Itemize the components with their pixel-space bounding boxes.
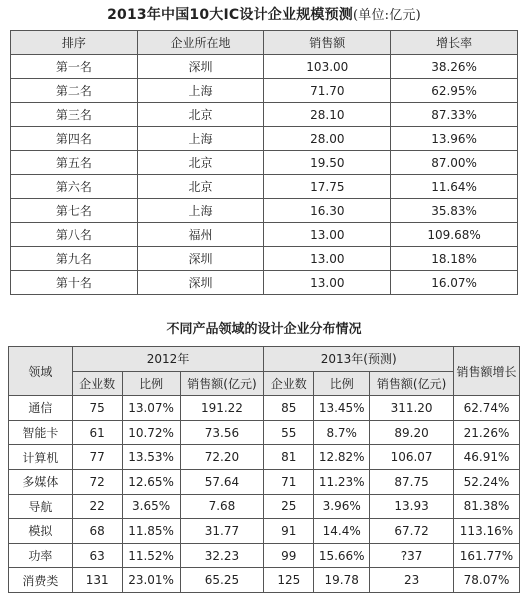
table-cell: 81.38% — [453, 494, 519, 519]
table-cell: 11.64% — [391, 175, 518, 199]
table-cell: 77 — [72, 445, 122, 470]
table-cell: 13.00 — [264, 271, 391, 295]
table-cell: 11.85% — [122, 519, 180, 544]
table1-header-cell: 增长率 — [391, 31, 518, 55]
table2-subheader-cell: 销售额(亿元) — [370, 371, 454, 396]
table-cell: 23 — [370, 568, 454, 593]
table-cell: 106.07 — [370, 445, 454, 470]
table-cell: 81 — [264, 445, 314, 470]
table-cell: 14.4% — [314, 519, 370, 544]
table-cell: 99 — [264, 543, 314, 568]
table1-header-cell: 销售额 — [264, 31, 391, 55]
table-cell: 3.96% — [314, 494, 370, 519]
table-cell: 北京 — [137, 175, 264, 199]
table-cell: 46.91% — [453, 445, 519, 470]
table1-title-text: 2013年中国10大IC设计企业规模预测 — [107, 7, 353, 23]
table-cell: 28.10 — [264, 103, 391, 127]
table-cell: 12.82% — [314, 445, 370, 470]
table-row — [9, 519, 520, 544]
table-row — [11, 103, 518, 127]
table-cell: ?37 — [370, 543, 454, 568]
table-cell: 65.25 — [180, 568, 264, 593]
table2-subheader-cell: 销售额(亿元) — [180, 371, 264, 396]
table-cell: 22 — [72, 494, 122, 519]
table-cell: 55 — [264, 420, 314, 445]
table-cell: 13.96% — [391, 127, 518, 151]
table-cell: 福州 — [137, 223, 264, 247]
table-cell: 109.68% — [391, 223, 518, 247]
table-cell: 多媒体 — [9, 469, 73, 494]
table-cell: 第三名 — [11, 103, 138, 127]
table-row — [11, 175, 518, 199]
table2-subheader-cell: 比例 — [314, 371, 370, 396]
table-cell: 13.93 — [370, 494, 454, 519]
table-row — [9, 445, 520, 470]
table-cell: 上海 — [137, 127, 264, 151]
table-cell: 311.20 — [370, 396, 454, 421]
table-cell: 62.74% — [453, 396, 519, 421]
table-row — [9, 568, 520, 593]
table-cell: 63 — [72, 543, 122, 568]
table-cell: 第五名 — [11, 151, 138, 175]
table-cell: 消费类 — [9, 568, 73, 593]
table-cell: 第十名 — [11, 271, 138, 295]
table-row — [11, 271, 518, 295]
table-cell: 计算机 — [9, 445, 73, 470]
table1-title — [0, 4, 528, 24]
table-cell: 第二名 — [11, 79, 138, 103]
table2-header-2012: 2012年 — [72, 347, 264, 372]
table2-title: 不同产品领域的设计企业分布情况 — [166, 322, 362, 337]
table2-subheader-cell: 企业数 — [264, 371, 314, 396]
table2-header-row — [9, 347, 520, 372]
table-cell: 62.95% — [391, 79, 518, 103]
table-row — [11, 79, 518, 103]
table-cell: 10.72% — [122, 420, 180, 445]
table-row — [11, 247, 518, 271]
table-cell: 32.23 — [180, 543, 264, 568]
table-cell: 75 — [72, 396, 122, 421]
table-cell: 11.52% — [122, 543, 180, 568]
table-cell: 57.64 — [180, 469, 264, 494]
table-cell: 73.56 — [180, 420, 264, 445]
table-cell: 13.07% — [122, 396, 180, 421]
table-cell: 31.77 — [180, 519, 264, 544]
table-cell: 25 — [264, 494, 314, 519]
table-cell: 131 — [72, 568, 122, 593]
table-cell: 上海 — [137, 79, 264, 103]
table1-body — [11, 55, 518, 295]
table-cell: 智能卡 — [9, 420, 73, 445]
table-cell: 78.07% — [453, 568, 519, 593]
table-cell: 第九名 — [11, 247, 138, 271]
table-row — [11, 223, 518, 247]
table-row — [11, 127, 518, 151]
table-cell: 18.18% — [391, 247, 518, 271]
table-cell: 深圳 — [137, 55, 264, 79]
table-cell: 通信 — [9, 396, 73, 421]
table-cell: 125 — [264, 568, 314, 593]
table-cell: 68 — [72, 519, 122, 544]
table-cell: 87.00% — [391, 151, 518, 175]
table-row — [11, 199, 518, 223]
table2-header-field: 领域 — [9, 347, 73, 396]
table2-subheader-cell: 企业数 — [72, 371, 122, 396]
table-cell: 38.26% — [391, 55, 518, 79]
table-row — [9, 420, 520, 445]
table-cell: 北京 — [137, 103, 264, 127]
table-cell: 16.30 — [264, 199, 391, 223]
table-cell: 191.22 — [180, 396, 264, 421]
table-cell: 113.16% — [453, 519, 519, 544]
table-cell: 161.77% — [453, 543, 519, 568]
table-cell: 13.00 — [264, 247, 391, 271]
table-cell: 35.83% — [391, 199, 518, 223]
table-cell: 第六名 — [11, 175, 138, 199]
table-cell: 13.45% — [314, 396, 370, 421]
table-cell: 19.50 — [264, 151, 391, 175]
table-cell: 85 — [264, 396, 314, 421]
table-cell: 19.78 — [314, 568, 370, 593]
table-cell: 67.72 — [370, 519, 454, 544]
table-cell: 第四名 — [11, 127, 138, 151]
table-cell: 第七名 — [11, 199, 138, 223]
table2-body — [9, 396, 520, 593]
table1-header-row — [11, 31, 518, 55]
table-cell: 第一名 — [11, 55, 138, 79]
table-cell: 103.00 — [264, 55, 391, 79]
table-row — [11, 151, 518, 175]
table-cell: 71.70 — [264, 79, 391, 103]
top10-ic-design-table — [10, 30, 518, 295]
table-cell: 第八名 — [11, 223, 138, 247]
table-cell: 模拟 — [9, 519, 73, 544]
table-cell: 87.75 — [370, 469, 454, 494]
table-cell: 91 — [264, 519, 314, 544]
table2-header-growth: 销售额增长 — [453, 347, 519, 396]
table-cell: 功率 — [9, 543, 73, 568]
table2-subheader-row — [9, 371, 520, 396]
table-cell: 87.33% — [391, 103, 518, 127]
table-cell: 3.65% — [122, 494, 180, 519]
product-field-distribution-table — [8, 346, 520, 593]
table-cell: 52.24% — [453, 469, 519, 494]
table-cell: 21.26% — [453, 420, 519, 445]
table-cell: 28.00 — [264, 127, 391, 151]
table-cell: 13.53% — [122, 445, 180, 470]
table-cell: 深圳 — [137, 247, 264, 271]
table-row — [9, 469, 520, 494]
table-row — [9, 494, 520, 519]
table1-unit: (单位:亿元) — [353, 8, 421, 23]
table-cell: 61 — [72, 420, 122, 445]
table-cell: 8.7% — [314, 420, 370, 445]
table-cell: 7.68 — [180, 494, 264, 519]
table-cell: 12.65% — [122, 469, 180, 494]
table-cell: 上海 — [137, 199, 264, 223]
table-row — [9, 396, 520, 421]
table-cell: 导航 — [9, 494, 73, 519]
table1-header-cell: 排序 — [11, 31, 138, 55]
table2-header-2013: 2013年(预测) — [264, 347, 454, 372]
table2-subheader-cell: 比例 — [122, 371, 180, 396]
table-cell: 16.07% — [391, 271, 518, 295]
table-cell: 深圳 — [137, 271, 264, 295]
table-cell: 15.66% — [314, 543, 370, 568]
table-cell: 71 — [264, 469, 314, 494]
table-cell: 72.20 — [180, 445, 264, 470]
table-cell: 17.75 — [264, 175, 391, 199]
table-cell: 北京 — [137, 151, 264, 175]
table-row — [11, 55, 518, 79]
table1-header-cell: 企业所在地 — [137, 31, 264, 55]
table-cell: 23.01% — [122, 568, 180, 593]
table-cell: 89.20 — [370, 420, 454, 445]
table-cell: 13.00 — [264, 223, 391, 247]
table-cell: 72 — [72, 469, 122, 494]
table-cell: 11.23% — [314, 469, 370, 494]
table-row — [9, 543, 520, 568]
